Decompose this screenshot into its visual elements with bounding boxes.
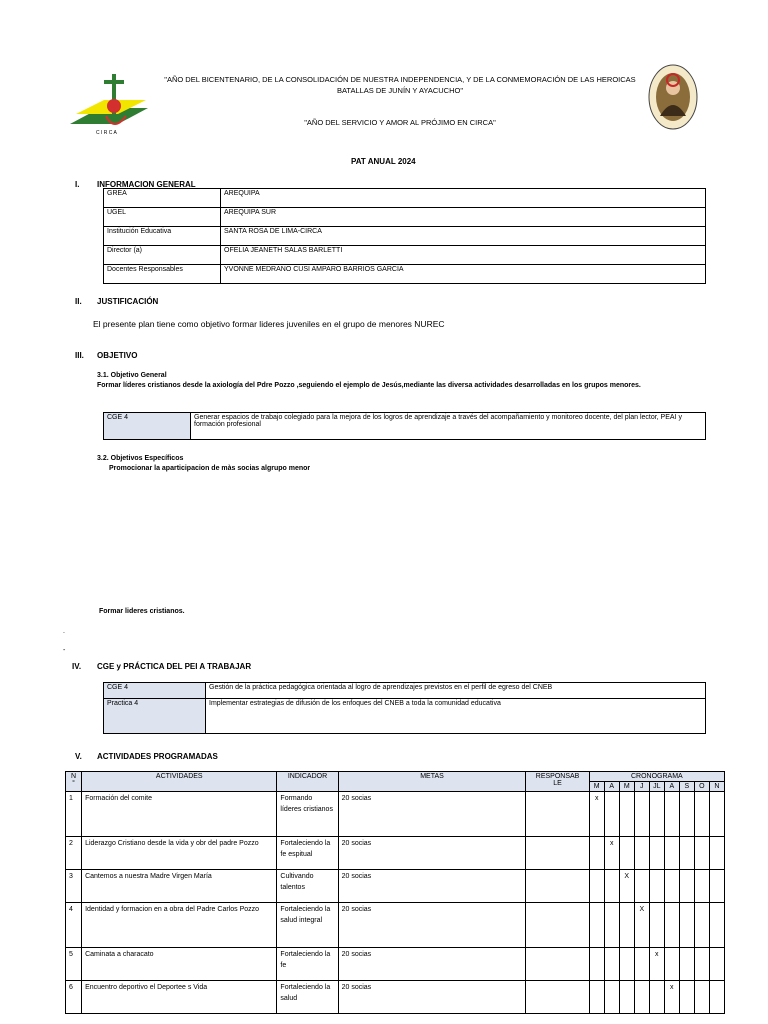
info-value: AREQUIPA bbox=[221, 189, 706, 208]
page-title: PAT ANUAL 2024 bbox=[351, 157, 416, 166]
row-responsible bbox=[526, 837, 589, 870]
info-value: YVONNE MEDRANO CUSI AMPARO BARRIOS GARCIA bbox=[221, 265, 706, 284]
cge-table bbox=[103, 412, 706, 440]
header-line-2: BATALLAS DE JUNÍN Y AYACUCHO" bbox=[336, 86, 464, 95]
row-indicator: Fortaleciendo la fe espitual bbox=[277, 837, 338, 870]
schedule-mark bbox=[649, 870, 664, 903]
schedule-mark bbox=[634, 870, 649, 903]
table-row bbox=[66, 948, 725, 981]
month-header: JL bbox=[649, 782, 664, 792]
section-1-number: I. bbox=[75, 180, 80, 189]
schedule-mark bbox=[634, 837, 649, 870]
schedule-mark bbox=[634, 792, 649, 837]
cge-label: CGE 4 bbox=[104, 413, 191, 440]
schedule-mark bbox=[694, 981, 709, 1014]
schedule-mark bbox=[589, 948, 604, 981]
schedule-mark bbox=[694, 792, 709, 837]
section-3-title: OBJETIVO bbox=[97, 351, 138, 360]
row-responsible bbox=[526, 792, 589, 837]
schedule-mark bbox=[679, 903, 694, 948]
col-cronograma: CRONOGRAMA bbox=[589, 772, 724, 782]
schedule-mark: x bbox=[664, 981, 679, 1014]
activities-body bbox=[66, 792, 725, 1014]
stray-mark-2: - bbox=[63, 647, 66, 654]
table-row bbox=[104, 699, 706, 734]
schedule-mark bbox=[679, 792, 694, 837]
section-2-number: II. bbox=[75, 297, 82, 306]
table-row bbox=[66, 792, 725, 837]
table-row bbox=[104, 227, 706, 246]
cge-practice-label: CGE 4 bbox=[104, 683, 206, 699]
month-header: M bbox=[619, 782, 634, 792]
col-actividades: ACTIVIDADES bbox=[82, 772, 277, 792]
month-header: N bbox=[709, 782, 724, 792]
info-label: Director (a) bbox=[104, 246, 221, 265]
schedule-mark bbox=[649, 903, 664, 948]
table-row bbox=[104, 189, 706, 208]
school-seal-right bbox=[648, 64, 698, 130]
schedule-mark bbox=[709, 903, 724, 948]
table-row bbox=[66, 837, 725, 870]
justification-text: El presente plan tiene como objetivo formar lideres juveniles en el grupo de menores NUREC bbox=[93, 319, 445, 329]
section-4-number: IV. bbox=[72, 662, 82, 671]
specific-objective-text: Promocionar la aparticipacion de màs socias algrupo menor bbox=[109, 465, 311, 472]
info-label: GREA bbox=[104, 189, 221, 208]
schedule-mark bbox=[664, 948, 679, 981]
info-label: Docentes Responsables bbox=[104, 265, 221, 284]
table-row bbox=[104, 208, 706, 227]
month-header: A bbox=[604, 782, 619, 792]
row-goal: 20 socias bbox=[338, 792, 526, 837]
schedule-mark bbox=[694, 948, 709, 981]
section-2-title: JUSTIFICACIÓN bbox=[97, 297, 159, 306]
table-row bbox=[104, 246, 706, 265]
schedule-mark bbox=[589, 837, 604, 870]
row-activity: Liderazgo Cristiano desde la vida y obr del padre Pozzo bbox=[82, 837, 277, 870]
schedule-mark bbox=[619, 948, 634, 981]
general-objective-text: Formar líderes cristianos desde la axiología del Pdre Pozzo ,seguiendo el ejemplo de Jesús,mediante las diversa actividades desarrolladas en los grupos menores. bbox=[97, 382, 641, 389]
row-number: 3 bbox=[66, 870, 82, 903]
row-indicator: Formando líderes cristianos bbox=[277, 792, 338, 837]
specific-objective-extra: Formar lideres cristianos. bbox=[99, 608, 185, 615]
month-header: A bbox=[664, 782, 679, 792]
schedule-mark bbox=[664, 837, 679, 870]
school-logo-left bbox=[66, 72, 152, 142]
section-5-title: ACTIVIDADES PROGRAMADAS bbox=[97, 752, 218, 761]
section-4-title: CGE y PRÁCTICA DEL PEI A TRABAJAR bbox=[97, 662, 252, 671]
stray-mark-1: . bbox=[63, 628, 65, 635]
row-activity: Cantemos a nuestra Madre Virgen María bbox=[82, 870, 277, 903]
schedule-mark bbox=[709, 837, 724, 870]
month-header: O bbox=[694, 782, 709, 792]
schedule-mark bbox=[619, 981, 634, 1014]
schedule-mark bbox=[619, 837, 634, 870]
row-number: 4 bbox=[66, 903, 82, 948]
schedule-mark bbox=[604, 870, 619, 903]
schedule-mark bbox=[619, 792, 634, 837]
schedule-mark: x bbox=[589, 792, 604, 837]
header-line-1: "AÑO DEL BICENTENARIO, DE LA CONSOLIDACIÓN DE NUESTRA INDEPENDENCIA, Y DE LA CONMEMORACIÓN DE LAS HEROICAS bbox=[164, 75, 636, 84]
row-goal: 20 socias bbox=[338, 903, 526, 948]
row-indicator: Fortaleciendo la salud integral bbox=[277, 903, 338, 948]
table-row bbox=[66, 870, 725, 903]
table-header-row bbox=[66, 772, 725, 782]
month-header: J bbox=[634, 782, 649, 792]
schedule-mark bbox=[664, 903, 679, 948]
row-activity: Encuentro deportivo el Deportee s Vida bbox=[82, 981, 277, 1014]
row-number: 5 bbox=[66, 948, 82, 981]
schedule-mark bbox=[664, 792, 679, 837]
cge-practice-value: Gestión de la práctica pedagógica orientada al logro de aprendizajes previstos en el perfil de egreso del CNEB bbox=[206, 683, 706, 699]
table-row bbox=[66, 981, 725, 1014]
header-line-3: "AÑO DEL SERVICIO Y AMOR AL PRÓJIMO EN CIRCA" bbox=[304, 118, 496, 127]
row-number: 1 bbox=[66, 792, 82, 837]
schedule-mark bbox=[694, 837, 709, 870]
schedule-mark bbox=[634, 981, 649, 1014]
schedule-mark bbox=[679, 837, 694, 870]
row-responsible bbox=[526, 903, 589, 948]
col-n: N ° bbox=[66, 772, 82, 792]
section-5-number: V. bbox=[75, 752, 82, 761]
info-label: Institución Educativa bbox=[104, 227, 221, 246]
schedule-mark bbox=[604, 981, 619, 1014]
schedule-mark: X bbox=[619, 870, 634, 903]
schedule-mark bbox=[604, 903, 619, 948]
cge-practice-table bbox=[103, 682, 706, 734]
schedule-mark bbox=[649, 837, 664, 870]
info-label: UGEL bbox=[104, 208, 221, 227]
table-row bbox=[104, 265, 706, 284]
month-header: M bbox=[589, 782, 604, 792]
section-1-title: INFORMACION GENERAL bbox=[97, 180, 196, 189]
schedule-mark bbox=[694, 903, 709, 948]
schedule-mark bbox=[679, 948, 694, 981]
row-indicator: Cultivando talentos bbox=[277, 870, 338, 903]
month-header: S bbox=[679, 782, 694, 792]
schedule-mark bbox=[604, 948, 619, 981]
info-value: OFELIA JEANETH SALAS BARLETTI bbox=[221, 246, 706, 265]
info-general-table bbox=[103, 188, 706, 284]
row-number: 2 bbox=[66, 837, 82, 870]
row-activity: Caminata a characato bbox=[82, 948, 277, 981]
info-value: SANTA ROSA DE LIMA-CIRCA bbox=[221, 227, 706, 246]
row-goal: 20 socias bbox=[338, 981, 526, 1014]
row-goal: 20 socias bbox=[338, 948, 526, 981]
schedule-mark bbox=[589, 903, 604, 948]
schedule-mark bbox=[694, 870, 709, 903]
schedule-mark bbox=[679, 870, 694, 903]
cge-practice-value: Implementar estrategias de difusión de los enfoques del CNEB a toda la comunidad educativa bbox=[206, 699, 706, 734]
schedule-mark bbox=[709, 870, 724, 903]
schedule-mark: x bbox=[649, 948, 664, 981]
col-metas: METAS bbox=[338, 772, 526, 792]
row-activity: Formación del comite bbox=[82, 792, 277, 837]
schedule-mark bbox=[679, 981, 694, 1014]
row-goal: 20 socias bbox=[338, 837, 526, 870]
schedule-mark bbox=[589, 870, 604, 903]
schedule-mark bbox=[649, 981, 664, 1014]
info-value: AREQUIPA SUR bbox=[221, 208, 706, 227]
col-responsable: RESPONSAB LE bbox=[526, 772, 589, 792]
activities-table bbox=[65, 771, 725, 1014]
row-responsible bbox=[526, 981, 589, 1014]
row-indicator: Fortaleciendo la salud bbox=[277, 981, 338, 1014]
schedule-mark: x bbox=[604, 837, 619, 870]
cge-text: Generar espacios de trabajo colegiado para la mejora de los logros de aprendizaje a través del acompañamiento y monitoreo docente, del plan lector, PEAI y formación profesional bbox=[191, 413, 706, 440]
table-row bbox=[66, 903, 725, 948]
schedule-mark bbox=[649, 792, 664, 837]
schedule-mark: X bbox=[634, 903, 649, 948]
specific-objective-title: 3.2. Objetivos Específicos bbox=[97, 455, 184, 462]
general-objective-title: 3.1. Objetivo General bbox=[97, 372, 167, 379]
row-responsible bbox=[526, 870, 589, 903]
section-3-number: III. bbox=[75, 351, 84, 360]
row-goal: 20 socias bbox=[338, 870, 526, 903]
schedule-mark bbox=[709, 792, 724, 837]
schedule-mark bbox=[619, 903, 634, 948]
table-row bbox=[104, 683, 706, 699]
schedule-mark bbox=[604, 792, 619, 837]
schedule-mark bbox=[634, 948, 649, 981]
cge-practice-label: Practica 4 bbox=[104, 699, 206, 734]
schedule-mark bbox=[589, 981, 604, 1014]
row-activity: Identidad y formacion en a obra del Padre Carlos Pozzo bbox=[82, 903, 277, 948]
schedule-mark bbox=[709, 948, 724, 981]
row-number: 6 bbox=[66, 981, 82, 1014]
row-indicator: Fortaleciendo la fe bbox=[277, 948, 338, 981]
schedule-mark bbox=[709, 981, 724, 1014]
table-row bbox=[104, 413, 706, 440]
row-responsible bbox=[526, 948, 589, 981]
col-indicador: INDICADOR bbox=[277, 772, 338, 792]
schedule-mark bbox=[664, 870, 679, 903]
logo-left-text: C I R C A bbox=[96, 130, 117, 136]
